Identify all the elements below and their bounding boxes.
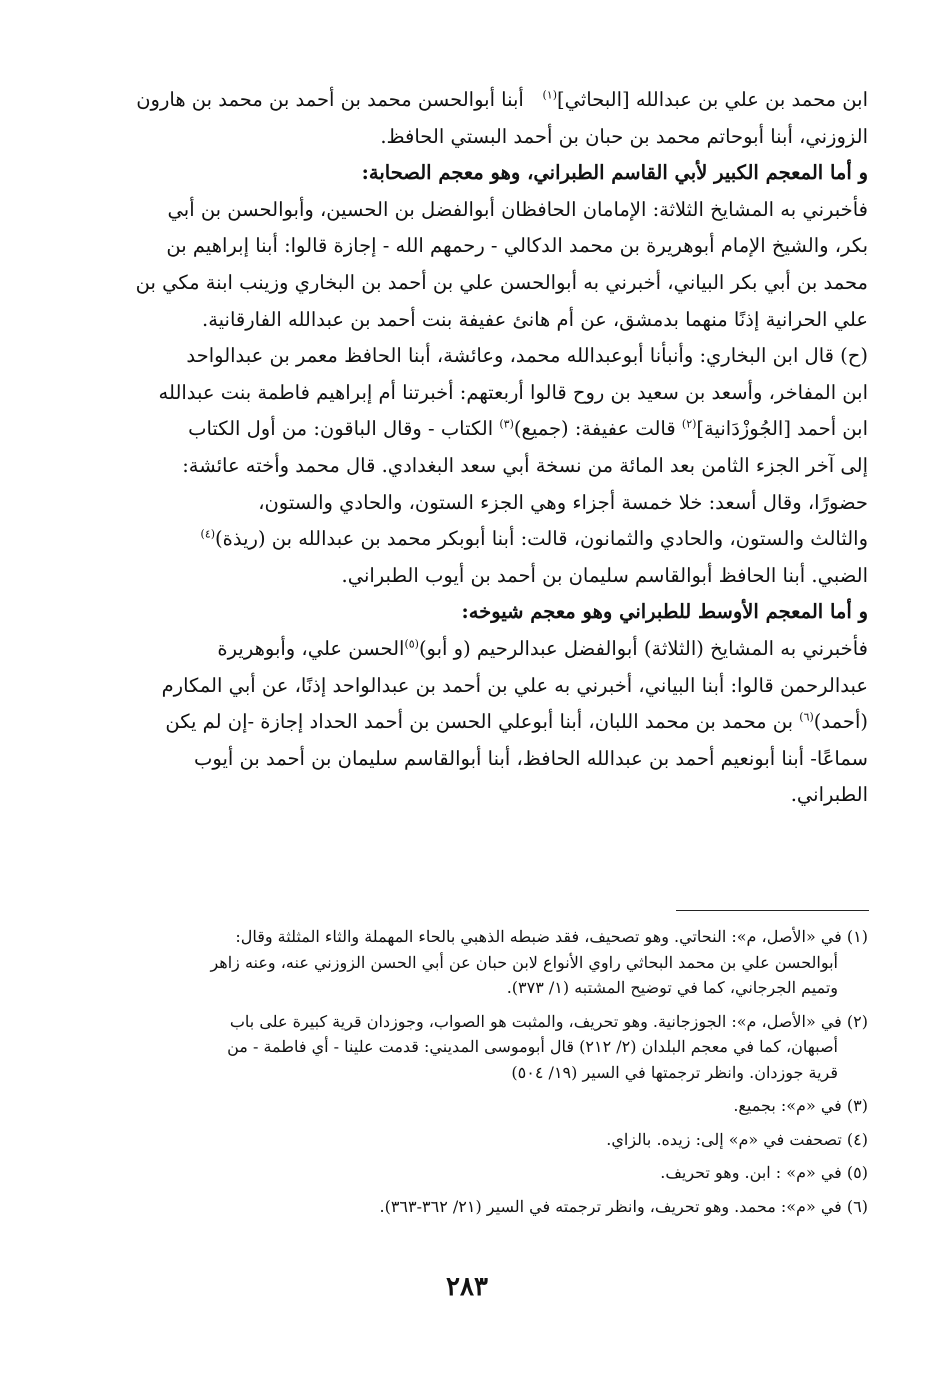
footnote-6: (٦) في «م»: محمد. وهو تحريف، وانظر ترجمته في السير (٢١/ ٣٦٢-٣٦٣).: [379, 1196, 868, 1216]
footnote-ref-2: (٢): [681, 417, 697, 431]
paragraph-3: [100, 338, 868, 594]
footnote-1: (١) في «الأصل، م»: النحاتي. وهو تصحيف، فقد ضبطه الذهبي بالحاء المهملة والثاء المثلثة وقال: أبوالحسن علي بن محمد البحاثي راوي الأنواع لابن حبان عن أبي الحسن الزوزني عنه، وعنه زاهر وتميم الجرجاني، كما في توضيح المشتبه (١/ ٣٧٣).: [210, 927, 868, 997]
footnote-3: (٣) في «م»: بجميع.: [733, 1096, 868, 1115]
text-line: فأخبرني به المشايخ (الثلاثة) أبوالفضل عبدالرحيم (و أبو)$^{(٥)}$الحسن علي، وأبوهريرة: [217, 636, 868, 660]
main-text: [100, 82, 868, 814]
section-heading-awsat: و أما المعجم الأوسط للطبراني وهو معجم شيوخه:: [461, 600, 868, 624]
text-line: (أحمد)$^{(٦)}$ بن محمد بن محمد اللبان، أبنا أبوعلي الحسن بن أحمد الحداد إجازة -إن لم يكن: [165, 710, 868, 734]
text-line: الضبي. أبنا الحافظ أبوالقاسم سليمان بن أحمد بن أيوب الطبراني.: [341, 563, 868, 587]
text-line: (ح) قال ابن البخاري: وأنبأنا أبوعبدالله محمد، وعائشة، أبنا الحافظ معمر بن عبدالواحد: [186, 344, 868, 368]
footnote-ref-1: (١): [542, 88, 557, 102]
footnote-4: (٤) تصحفت في «م» إلى: زيده. بالزاي.: [606, 1129, 868, 1149]
paragraph-4: [100, 631, 868, 814]
page-number: ٢٨٣: [446, 1272, 488, 1302]
text-line: ابن محمد بن علي بن عبدالله [البحاثي]$^{(١)}$ أبنا أبوالحسن محمد بن أحمد بن محمد بن هارون: [136, 88, 868, 111]
footnote-ref-4: (٤): [200, 527, 216, 541]
text-line: ابن المفاخر، وأسعد بن سعيد بن روح قالوا أربعتهم: أخبرتنا أم إبراهيم فاطمة بنت عبدالله: [158, 380, 868, 404]
text-line: عبدالرحمن قالوا: أبنا البياني، أخبرني به علي بن أحمد بن عبدالواحد إذنًا، عن أبي المكارم: [161, 673, 868, 697]
text-line: ابن أحمد [الجُوزْدَانية]$^{(٢)}$ قالت عفيفة: (جميع)$^{(٣)}$ الكتاب - وقال الباقون: من أول الكتاب: [188, 417, 868, 441]
text-line: الطبراني.: [790, 783, 868, 807]
text-line: علي الحرانية إذنًا منهما بدمشق، عن أم هانئ عفيفة بنت أحمد بن عبدالله الفارقانية.: [202, 307, 868, 331]
footnotes: [100, 924, 868, 1227]
footnote-5: (٥) في «م» : ابن. وهو تحريف.: [660, 1163, 868, 1182]
text-line: والثالث والستون، والحادي والثمانون، قالت: أبنا أبوبكر محمد بن عبدالله بن (ريذة)$^{(٤)}$: [200, 527, 868, 551]
footnote-separator: [676, 910, 869, 911]
footnote-ref-3: (٣): [499, 417, 514, 431]
text-line: محمد بن أبي بكر البياني، أخبرني به أبوالحسن علي بن أحمد بن البخاري وزينب ابنة مكي بن: [135, 270, 868, 294]
text-line: حضورًا، وقال أسعد: خلا خمسة أجزاء وهي الجزء الستون، والحادي والستون،: [258, 490, 868, 514]
paragraph-1: [100, 82, 868, 155]
text-line: فأخبرني به المشايخ الثلاثة: الإمامان الحافظان أبوالفضل بن الحسين، وأبوالحسن بن أبي: [167, 197, 868, 221]
text-line: الزوزني، أبنا أبوحاتم محمد بن حبان بن أحمد البستي الحافظ.: [380, 124, 868, 148]
section-heading-kabir: و أما المعجم الكبير لأبي القاسم الطبراني، وهو معجم الصحابة:: [361, 161, 868, 185]
footnote-ref-6: (٦): [799, 710, 814, 724]
text-line: بكر، والشيخ الإمام أبوهريرة بن محمد الدكالي - رحمهم الله - إجازة قالوا: أبنا إبراهيم بن: [166, 234, 868, 258]
footnote-ref-5: (٥): [404, 637, 419, 651]
text-line: سماعًا- أبنا أبونعيم أحمد بن عبدالله الحافظ، أبنا أبوالقاسم سليمان بن أحمد بن أيوب: [194, 746, 868, 770]
text-line: إلى آخر الجزء الثامن بعد المائة من نسخة أبي سعد البغدادي. قال محمد وأخته عائشة:: [182, 453, 868, 477]
paragraph-2: [100, 192, 868, 338]
footnote-2: (٢) في «الأصل، م»: الجوزجانية. وهو تحريف، والمثبت هو الصواب، وجوزدان قرية كبيرة على باب أصبهان، كما في معجم البلدان (٢/ ٢١٢) قال أبوموسى المديني: قدمت علينا - أي فاطمة - من قرية جوزدان. وانظر ترجمتها في السير (١٩/ ٥٠٤): [227, 1011, 868, 1082]
